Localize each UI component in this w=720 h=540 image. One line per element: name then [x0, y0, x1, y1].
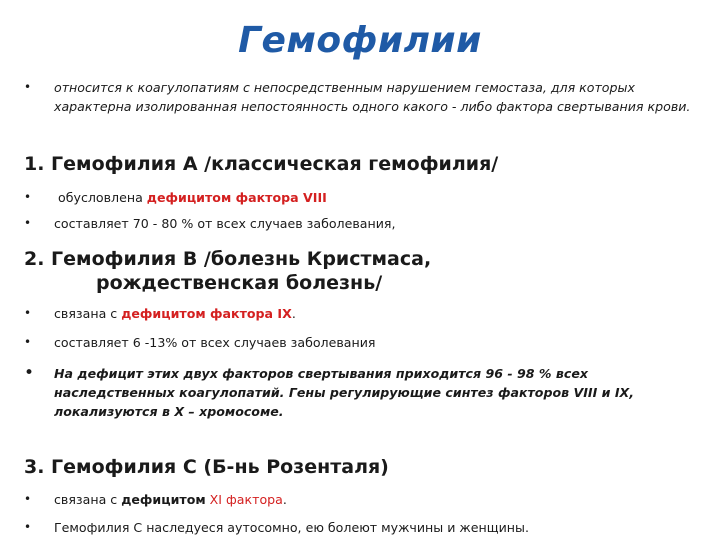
bullet: •	[24, 306, 32, 320]
list-item-text: Гемофилия С наследуеся аутосомно, ею болеют мужчины и женщины.	[54, 520, 529, 535]
list-item-text: составляет 70 - 80 % от всех случаев заболевания,	[54, 216, 396, 231]
intro-text: относится к коагулопатиям с непосредственным нарушением гемостаза, для которых характерна изолированная непостоянность одного какого - либо фактора свертывания крови.	[54, 80, 691, 114]
list-item	[24, 490, 287, 509]
bullet: •	[24, 80, 32, 94]
list-item	[24, 518, 529, 537]
bullet: •	[24, 492, 32, 506]
bullet: •	[24, 363, 35, 383]
list-item-text: На дефицит этих двух факторов свертывания приходится 96 - 98 % всех наследственных коагулопатий. Гены регулирующие синтез факторов VIII и IX, локализуются в Х – хромосоме.	[54, 366, 635, 419]
list-item-text: составляет 6 -13% от всех случаев заболевания	[54, 335, 376, 350]
list-item-text: связана с дефицитом фактора IX.	[54, 306, 296, 321]
bullet: •	[24, 190, 32, 204]
section-heading-c: 3. Гемофилия С (Б-нь Розенталя)	[24, 456, 389, 478]
list-item-text: связана с дефицитом XI фактора.	[54, 492, 287, 507]
intro-item	[24, 78, 694, 116]
list-item	[24, 214, 396, 233]
section-heading-b: 2. Гемофилия В /болезнь Кристмаса, рождественская болезнь/	[24, 248, 432, 294]
bullet: •	[24, 216, 32, 230]
list-item-text: обусловлена дефицитом фактора VIII	[58, 190, 327, 205]
list-item	[24, 364, 694, 421]
list-item	[24, 188, 327, 207]
bullet: •	[24, 335, 32, 349]
bullet: •	[24, 520, 32, 534]
page-title: Гемофилии	[238, 20, 482, 61]
list-item	[24, 304, 296, 323]
list-item	[24, 333, 375, 352]
section-heading-a: 1. Гемофилия А /классическая гемофилия/	[24, 153, 499, 175]
